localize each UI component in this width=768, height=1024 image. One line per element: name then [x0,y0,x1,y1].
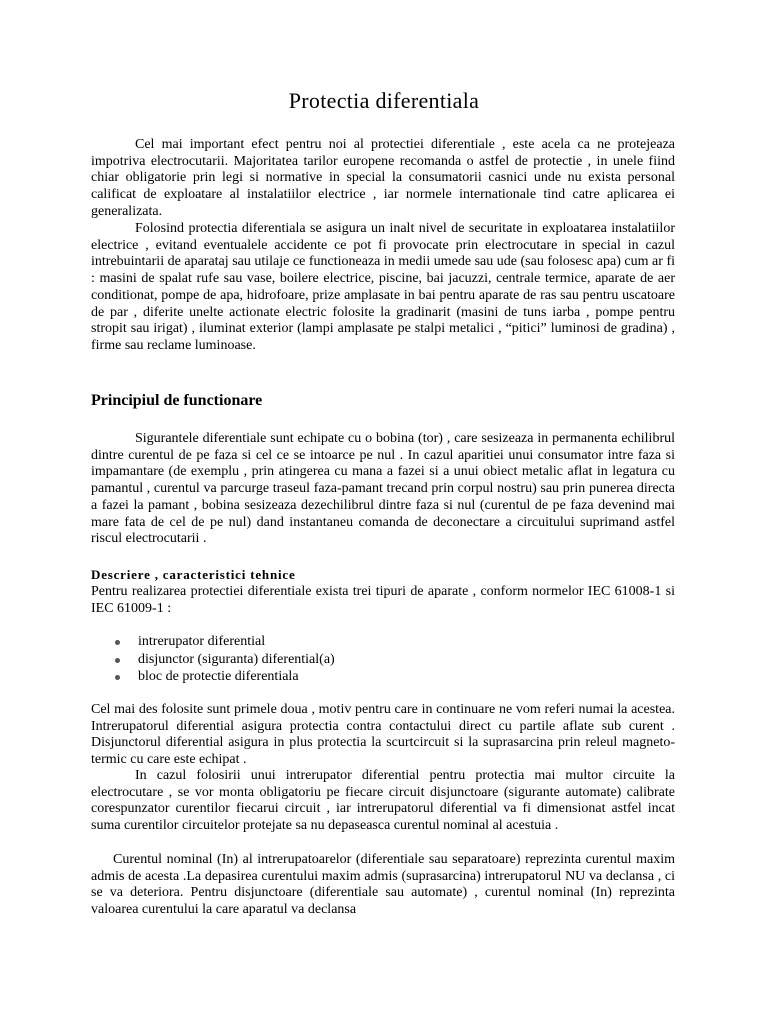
section-heading-description: Descriere , caracteristici tehnice [91,567,296,582]
device-types-list [91,633,651,686]
bullet-icon [115,640,120,645]
list-item [91,633,651,651]
list-item [91,651,651,669]
description-intro-paragraph: Pentru realizarea protectiei diferentiale exista trei tipuri de aparate , conform normelor IEC 61008-1 si IEC 61009-1 : [91,584,675,616]
page-title: Protectia diferentiala [288,88,480,113]
principle-paragraph: Sigurantele diferentiale sunt echipate cu o bobina (tor) , care sesizeaza in permanenta echilibrul dintre curentul de pe faza si cel ce se intoarce pe nul . In cazul aparitiei unui consumator intre faza si impamantare (de exemplu , prin atingerea cu mana a fazei si a unui obiect metalic aflat in legatura cu pamantul , curentul va parcurge traseul faza-pamant trecand prin corpul nostru) sau prin punerea directa a fazei la pamant , bobina sesizeaza dezechilibrul dintre faza si nul (curentul de pe faza devenind mai mare fata de cel de pe nul) dand instantaneu comanda de deconectare a circuitului suprimand astfel riscul electrocutarii . [91,431,675,547]
description-paragraph-2: In cazul folosirii unui intrerupator diferential pentru protectia mai multor circuite la electrocutare , se vor monta obligatoriu pe fiecare circuit disjunctoare (sigurante automate) calibrate corespunzator curentilor fiecarui circuit , iar intrerupatorul diferential va fi dimensionat astfel incat suma curentilor circuitelor protejate sa nu depaseasca curentul nominal al acestuia . [91,768,675,834]
list-item-text: bloc de protectie diferentiala [138,669,299,684]
list-item-text: intrerupator diferential [138,634,266,649]
description-paragraph-1: Cel mai des folosite sunt primele doua , motiv pentru care in continuare ne vom referi numai la acestea. Intrerupatorul diferential asigura protectia contra contactului direct cu partile aflate sub curent . Disjunctorul diferential asigura in plus protectia la scurtcircuit si la suprasarcina prin releul magneto-termic cu care este echipat . [91,702,675,768]
bullet-icon [115,675,120,680]
list-item-text: disjunctor (siguranta) diferential(a) [138,651,335,667]
bullet-icon [115,658,120,663]
intro-paragraph-1: Cel mai important efect pentru noi al protectiei diferentiale , este acela ca ne protejeaza impotriva electrocutarii. Majoritatea tarilor europene recomanda o astfel de protectie , in unele fiind chiar obligatorie prin legi si normative in special la consumatorii casnici unde nu exista personal calificat de exploatare al instalatiilor electrice , iar normele internationale tind catre aplicarea ei generalizata. [91,137,675,219]
section-heading-principle: Principiul de functionare [91,392,263,409]
list-item [91,668,651,686]
intro-paragraph-2: Folosind protectia diferentiala se asigura un inalt nivel de securitate in exploatarea instalatiilor electrice , evitand eventualele accidente ce pot fi provocate prin electrocutare in special in cazul intrebuintarii de aparataj sau utilaje ce functioneaza in medii umede sau ude (sau folosesc apa) cum ar fi : masini de spalat rufe sau vase, boilere electrice, piscine, bai jacuzzi, centrale termice, aparate de aer conditionat, pompe de apa, hidrofoare, prize amplasate in bai pentru aparate de ras sau pentru uscatoare de par , diferite unelte actionate electric folosite la gradinarit (masini de tuns iarba , pompe pentru stropit sau irigat) , iluminat exterior (lampi amplasate pe stalpi metalici , “pitici” luminosi de gradina) , firme sau reclame luminoase. [91,221,675,353]
description-paragraph-3: Curentul nominal (In) al intrerupatoarelor (diferentiale sau separatoare) reprezinta curentul maxim admis de acesta .La depasirea curentului maxim admis (suprasarcina) intrerupatorul NU va declansa , ci se va deteriora. Pentru disjunctoare (diferentiale sau automate) , curentul nominal (In) reprezinta valoarea curentului la care aparatul va declansa [91,852,675,918]
